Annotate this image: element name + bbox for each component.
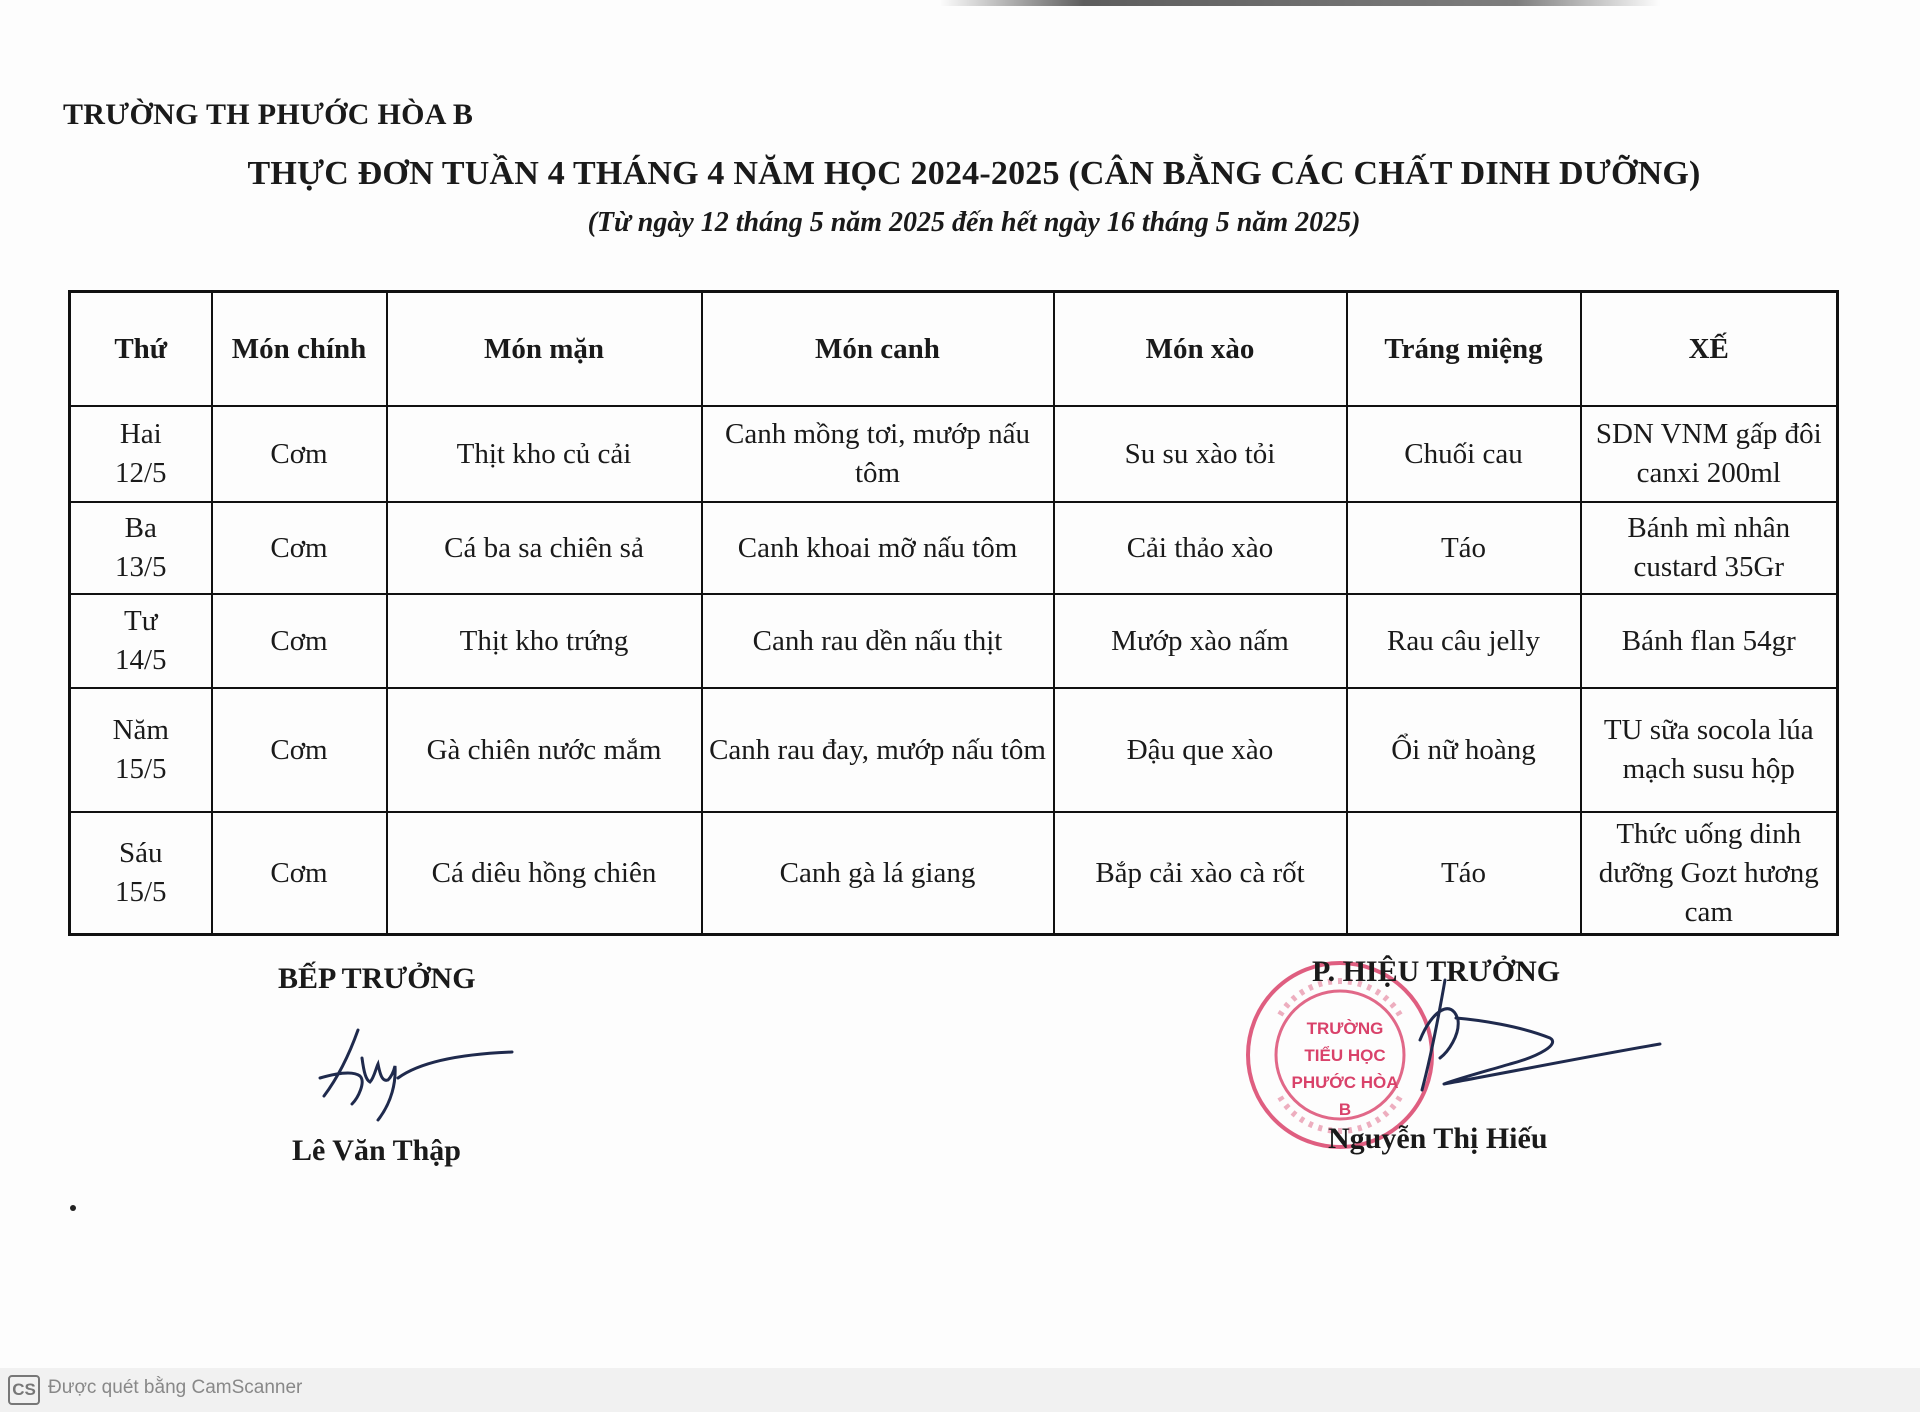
vice-principal-title: P. HIỆU TRƯỞNG (1312, 955, 1561, 988)
head-chef-signature (300, 1018, 530, 1128)
day-name: Hai (119, 418, 162, 450)
day-cell (70, 406, 212, 502)
stamp-line-3: PHƯỚC HÒA B (1291, 1073, 1399, 1119)
head-chef-title: BẾP TRƯỞNG (278, 962, 476, 995)
stamp-line-2: TIỂU HỌC (1304, 1046, 1386, 1065)
header-stir-fry: Món xào (1054, 292, 1347, 407)
day-cell (70, 502, 212, 594)
day-cell (70, 594, 212, 688)
dessert-cell: Chuối cau (1347, 406, 1581, 502)
stir-fry-cell: Mướp xào nấm (1054, 594, 1347, 688)
vice-principal-name: Nguyễn Thị Hiếu (1328, 1122, 1548, 1155)
stir-fry-cell: Bắp cải xào cà rốt (1054, 812, 1347, 935)
main-dish-cell: Cơm (212, 688, 387, 812)
stir-fry-cell: Đậu que xào (1054, 688, 1347, 812)
day-date: 15/5 (114, 876, 167, 908)
speck-mark (70, 1205, 76, 1211)
stir-fry-cell: Su su xào tỏi (1054, 406, 1347, 502)
table-row (70, 594, 1838, 688)
savory-dish-cell: Cá diêu hồng chiên (387, 812, 702, 935)
day-date: 13/5 (114, 551, 167, 583)
main-dish-cell: Cơm (212, 594, 387, 688)
snack-cell: SDN VNM gấp đôi canxi 200ml (1581, 406, 1838, 502)
day-date: 12/5 (114, 457, 167, 489)
day-name: Năm (112, 714, 169, 746)
main-dish-cell: Cơm (212, 812, 387, 935)
head-chef-name: Lê Văn Thập (292, 1134, 461, 1167)
table-row (70, 812, 1838, 935)
day-name: Ba (124, 512, 157, 544)
soup-cell: Canh gà lá giang (702, 812, 1054, 935)
scan-edge-shadow (940, 0, 1660, 6)
savory-dish-cell: Cá ba sa chiên sả (387, 502, 702, 594)
main-dish-cell: Cơm (212, 406, 387, 502)
header-snack: XẾ (1581, 292, 1838, 407)
day-cell (70, 688, 212, 812)
header-main-dish: Món chính (212, 292, 387, 407)
savory-dish-cell: Thịt kho củ cải (387, 406, 702, 502)
dessert-cell: Ổi nữ hoàng (1347, 688, 1581, 812)
table-row (70, 502, 1838, 594)
savory-dish-cell: Gà chiên nước mắm (387, 688, 702, 812)
soup-cell: Canh rau dền nấu thịt (702, 594, 1054, 688)
day-date: 15/5 (114, 753, 167, 785)
main-dish-cell: Cơm (212, 502, 387, 594)
dessert-cell: Táo (1347, 502, 1581, 594)
dessert-cell: Táo (1347, 812, 1581, 935)
day-name: Sáu (119, 837, 163, 869)
snack-cell: Bánh mì nhân custard 35Gr (1581, 502, 1838, 594)
school-name: TRƯỜNG TH PHƯỚC HÒA B (63, 98, 474, 131)
header-soup: Món canh (702, 292, 1054, 407)
soup-cell: Canh mồng tơi, mướp nấu tôm (702, 406, 1054, 502)
header-day: Thứ (70, 292, 212, 407)
day-cell (70, 812, 212, 935)
stir-fry-cell: Cải thảo xào (1054, 502, 1347, 594)
weekly-menu-table (68, 290, 1839, 936)
day-date: 14/5 (114, 644, 167, 676)
header-dessert: Tráng miệng (1347, 292, 1581, 407)
soup-cell: Canh khoai mỡ nấu tôm (702, 502, 1054, 594)
camscanner-watermark: Được quét bằng CamScanner (48, 1377, 303, 1398)
soup-cell: Canh rau đay, mướp nấu tôm (702, 688, 1054, 812)
page-title: THỰC ĐƠN TUẦN 4 THÁNG 4 NĂM HỌC 2024-2025 (CÂN BẰNG CÁC CHẤT DINH DƯỠNG) (247, 155, 1701, 192)
vice-principal-signature (1360, 960, 1670, 1110)
table-row (70, 406, 1838, 502)
date-range-subtitle: (Từ ngày 12 tháng 5 năm 2025 đến hết ngày 16 tháng 5 năm 2025) (587, 207, 1361, 238)
camscanner-logo-icon: CS (8, 1375, 40, 1405)
snack-cell: TU sữa socola lúa mạch susu hộp (1581, 688, 1838, 812)
header-savory-dish: Món mặn (387, 292, 702, 407)
savory-dish-cell: Thịt kho trứng (387, 594, 702, 688)
snack-cell: Thức uống dinh dưỡng Gozt hương cam (1581, 812, 1838, 935)
dessert-cell: Rau câu jelly (1347, 594, 1581, 688)
table-row (70, 688, 1838, 812)
stamp-line-1: TRƯỜNG (1306, 1019, 1384, 1038)
day-name: Tư (124, 605, 158, 637)
snack-cell: Bánh flan 54gr (1581, 594, 1838, 688)
table-header-row (70, 292, 1838, 407)
